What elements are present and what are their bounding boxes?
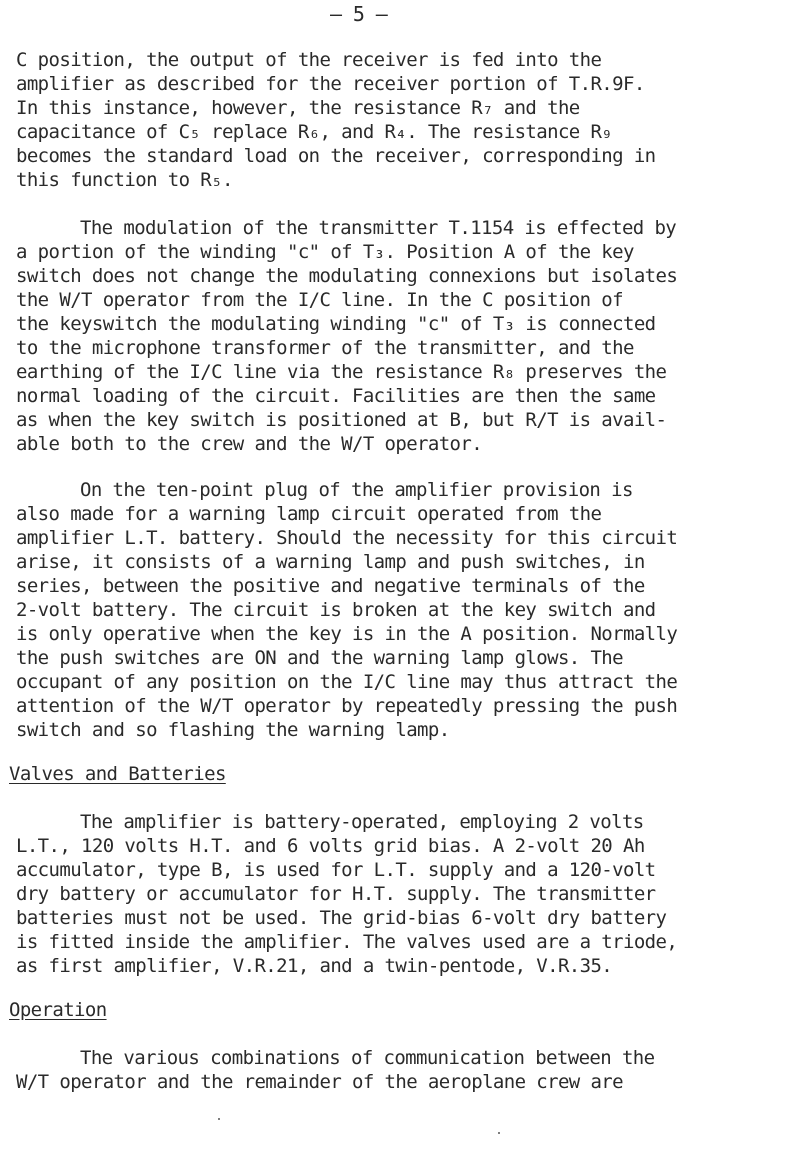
text-line: the W/T operator from the I/C line. In the C position of [16, 289, 623, 311]
text-line: becomes the standard load on the receiver, corresponding in [16, 145, 656, 167]
text-line: the keyswitch the modulating winding "c" of T₃ is connected [16, 313, 656, 335]
text-line: to the microphone transformer of the transmitter, and the [16, 337, 634, 359]
text-line: batteries must not be used. The grid-bias 6-volt dry battery [16, 907, 667, 929]
text-line: series, between the positive and negative terminals of the [16, 575, 645, 597]
page-number: – 5 – [330, 2, 388, 26]
text-line: is only operative when the key is in the A position. Normally [16, 623, 678, 645]
text-line: switch does not change the modulating connexions but isolates [16, 265, 678, 287]
text-line: W/T operator and the remainder of the aeroplane crew are [16, 1071, 623, 1093]
text-line: On the ten-point plug of the amplifier provision is [80, 479, 633, 501]
text-line: attention of the W/T operator by repeatedly pressing the push [16, 695, 678, 717]
text-line: The amplifier is battery-operated, employing 2 volts [80, 811, 644, 833]
text-line: this function to R₅. [16, 169, 233, 191]
scan-speck [218, 1118, 220, 1120]
text-line: as when the key switch is positioned at B, but R/T is avail- [16, 409, 667, 431]
text-line: is fitted inside the amplifier. The valves used are a triode, [16, 931, 678, 953]
text-line: The various combinations of communication between the [80, 1047, 655, 1069]
text-line: accumulator, type B, is used for L.T. supply and a 120-volt [16, 859, 656, 881]
text-line: 2-volt battery. The circuit is broken at the key switch and [16, 599, 656, 621]
text-line: L.T., 120 volts H.T. and 6 volts grid bias. A 2-volt 20 Ah [16, 835, 645, 857]
text-line: The modulation of the transmitter T.1154 is effected by [80, 217, 677, 239]
text-line: as first amplifier, V.R.21, and a twin-pentode, V.R.35. [16, 955, 613, 977]
text-line: normal loading of the circuit. Facilities are then the same [16, 385, 656, 407]
text-line: occupant of any position on the I/C line may thus attract the [16, 671, 678, 693]
scan-speck [498, 1132, 500, 1134]
text-line: the push switches are ON and the warning lamp glows. The [16, 647, 623, 669]
text-line: arise, it consists of a warning lamp and push switches, in [16, 551, 645, 573]
text-line: able both to the crew and the W/T operator. [16, 433, 483, 455]
text-line: earthing of the I/C line via the resistance R₈ preserves the [16, 361, 667, 383]
text-line: amplifier L.T. battery. Should the necessity for this circuit [16, 527, 678, 549]
text-line: C position, the output of the receiver is fed into the [16, 49, 602, 71]
text-line: also made for a warning lamp circuit operated from the [16, 503, 602, 525]
section-heading: Valves and Batteries [9, 763, 226, 785]
text-line: switch and so flashing the warning lamp. [16, 719, 450, 741]
text-line: capacitance of C₅ replace R₆, and R₄. The resistance R₉ [16, 121, 613, 143]
text-line: amplifier as described for the receiver portion of T.R.9F. [16, 73, 645, 95]
text-line: In this instance, however, the resistance R₇ and the [16, 97, 580, 119]
text-line: dry battery or accumulator for H.T. supply. The transmitter [16, 883, 656, 905]
text-line: a portion of the winding "c" of T₃. Position A of the key [16, 241, 634, 263]
section-heading: Operation [9, 999, 107, 1021]
